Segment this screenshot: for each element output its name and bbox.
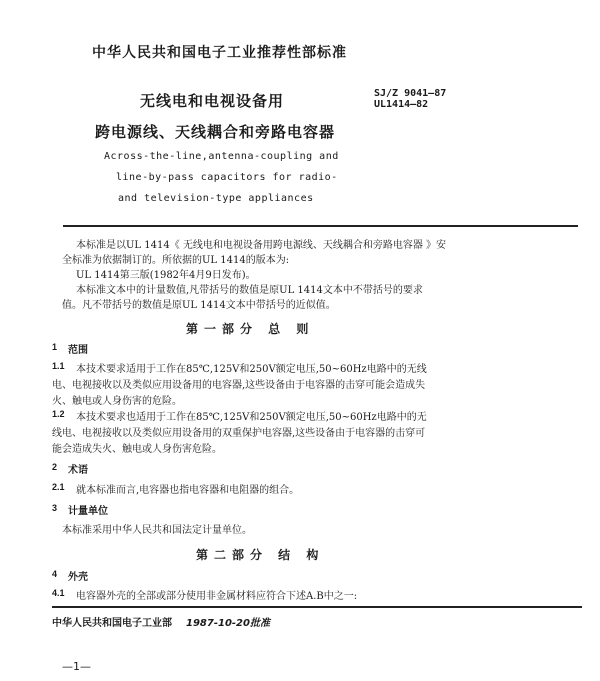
title-line-1: 无线电和电视设备用 [140, 92, 285, 110]
part1-title: 第一部分 总 则 [186, 322, 315, 336]
section-4-number: 4 [52, 569, 58, 579]
english-title-line-3: and television-type appliances [118, 193, 314, 204]
reference-code: UL1414—82 [374, 99, 429, 110]
page-number: —1— [62, 660, 91, 673]
section-4-title: 外壳 [68, 572, 88, 583]
english-title-line-2: line-by-pass capacitors for radio- [116, 172, 338, 183]
title-line-2: 跨电源线、天线耦合和旁路电容器 [95, 123, 336, 141]
approval-date: 1987-10-20批准 [186, 618, 270, 629]
section-3-number: 3 [52, 503, 58, 513]
section-1-number: 1 [52, 342, 58, 352]
standard-code: SJ/Z 9041—87 [374, 88, 447, 99]
section-2-1-text: 就本标准而言,电容器也指电容器和电阻器的组合。 [76, 485, 300, 496]
section-1-2-number: 1.2 [52, 409, 65, 419]
part2-title: 第二部分 结 构 [196, 548, 325, 562]
issuer: 中华人民共和国电子工业部 [52, 618, 172, 629]
section-3-text: 本标准采用中华人民共和国法定计量单位。 [62, 525, 252, 536]
standard-category: 中华人民共和国电子工业推荐性部标准 [92, 45, 347, 61]
header-divider [63, 225, 578, 227]
section-4-1-text: 电容器外壳的全部或部分使用非金属材料应符合下述A.B中之一: [76, 591, 358, 602]
english-title-line-1: Across-the-line,antenna-coupling and [104, 151, 339, 162]
section-1-1-number: 1.1 [52, 361, 65, 371]
section-2-number: 2 [52, 462, 58, 472]
section-1-1-line-3: 火、触电或人身伤害的危险。 [52, 396, 182, 407]
intro-line-3: UL 1414第三版(1982年4月9日发布)。 [76, 270, 256, 281]
section-1-1-line-2: 电、电视接收以及类似应用设备用的电容器,这些设备由于电容器的击穿可能会造成失 [52, 380, 426, 391]
intro-line-4: 本标准文本中的计量数值,凡带括号的数值是原UL 1414文本中不带括号的要求 [76, 285, 423, 296]
intro-line-1: 本标准是以UL 1414《 无线电和电视设备用跨电源线、天线耦合和旁路电容器 》安 [76, 240, 447, 251]
section-1-1-line-1: 本技术要求适用于工作在85℃,125V和250V额定电压,50~60Hz电路中的无线 [76, 364, 427, 375]
section-4-1-number: 4.1 [52, 588, 65, 598]
section-3-title: 计量单位 [68, 506, 108, 517]
section-2-title: 术语 [68, 465, 88, 476]
footer-approval [52, 614, 270, 629]
section-1-title: 范围 [68, 345, 88, 356]
section-1-2-line-2: 线电、电视接收以及类似应用设备用的双重保护电容器,这些设备由于电容器的击穿可 [52, 428, 426, 439]
section-1-2-line-1: 本技术要求也适用于工作在85℃,125V和250V额定电压,50~60Hz电路中的无 [76, 412, 427, 423]
footer-divider [52, 606, 582, 608]
intro-line-2: 全标准为依据制订的。所依据的UL 1414的版本为: [62, 255, 290, 266]
section-2-1-number: 2.1 [52, 482, 65, 492]
section-1-2-line-3: 能会造成失火、触电或人身伤害危险。 [52, 444, 222, 455]
intro-line-5: 值。凡不带括号的数值是原UL 1414文本中带括号的近似值。 [62, 300, 336, 311]
